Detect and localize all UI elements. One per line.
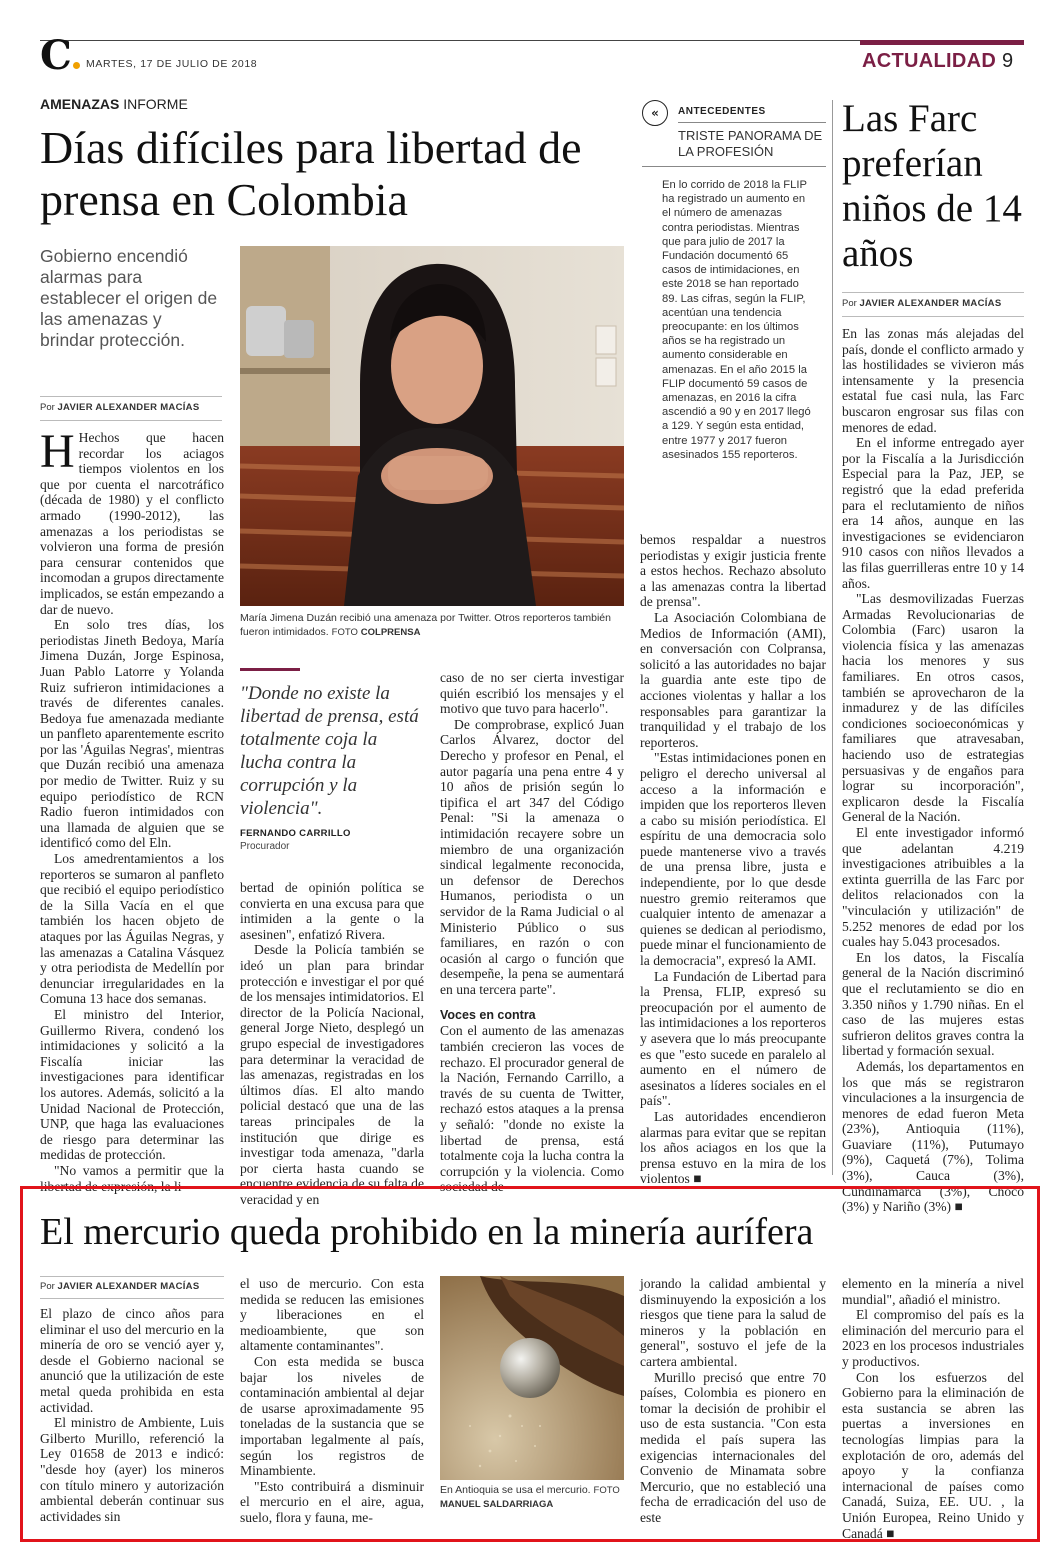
paragraph: Con el aumento de las amenazas también crecieron las voces de rechazo. El procurador general de la Nación, Fernando Carrillo, a través de su cuenta de Twitter, rechazó estos ataques a la prensa y señaló: "donde no existe la libertad de prensa, está totalmente coja la lucha contra la corrupción y la violencia. Como sociedad de- [440, 1023, 624, 1195]
drop-cap: H [40, 425, 75, 478]
paragraph: La Asociación Colombiana de Medios de Información (AMI), en conversación con Colpransa, solicitó a las autoridades no bajar la guardia ante este tipo de acciones violentas y hallar a los responsables para garantizar la tranquilidad y el trabajo de los reporteros. [640, 609, 826, 750]
mercury-column-1 [40, 1306, 224, 1524]
farc-byline: Por JAVIER ALEXANDER MACÍAS [842, 298, 1002, 309]
paragraph: En las zonas más alejadas del país, donde el conflicto armado y las hostilidades se vivieron más intensamente y la presencia estatal fue casi nula, las Farc buscaron engrosar sus filas con menores de edad. [842, 326, 1024, 435]
sidebar-title: TRISTE PANORAMA DE LA PROFESIÓN [678, 128, 823, 159]
photo-mercury-mining [440, 1276, 624, 1480]
pullquote-role: Procurador [240, 841, 290, 852]
section-bar [860, 40, 1024, 45]
paragraph: El ministro del Interior, Guillermo Rivera, condenó los intimidaciones y solicitó a la Fiscalía iniciar las investigaciones para identificar los autores. Además, solicitó a la Unidad Nacional de Protección, UNP, que haga las evaluaciones de riesgo para determinar las medidas de protección. [40, 1006, 224, 1163]
mercury-byline: Por JAVIER ALEXANDER MACÍAS [40, 1281, 200, 1292]
paragraph: bertad de opinión política se convierta en una excusa para que intimiden a la gente o la asesinen", enfatizó Rivera. [240, 880, 424, 942]
paragraph: jorando la calidad ambiental y disminuyendo la exposición a los riesgos que tiene para la salud de mineros y la población en general", sostuvo el jefe de la cartera ambiental. [640, 1276, 826, 1369]
paragraph: El ente investigador informó que adelantan 4.219 investigaciones atribuibles a la extinta guerrilla de las Farc por delitos relacionados con la "vinculación y utilización" de 5.252 menores de edad por los cuales hay 5.043 procesados. [842, 825, 1024, 950]
sidebar-label: ANTECEDENTES [678, 106, 766, 117]
column-divider [832, 100, 833, 1175]
issue-date: MARTES, 17 DE JULIO DE 2018 [86, 58, 258, 70]
farc-headline: Las Farc preferían niños de 14 años [842, 97, 1022, 275]
sidebar-text: En lo corrido de 2018 la FLIP ha registrado un aumento en el número de amenazas contra periodistas. Mientras que para julio de 2017 la Fundación documentó 65 casos de intimidaciones, en este 2018 se han reportado 89. Las cifras, según la FLIP, acentúan una tendencia preocupante: en los últimos años se ha registrado un aumento considerable en amenazas. En el año 2015 la FLIP documentó 59 casos de amenazas, en 2016 la cifra ascendió a 90 y en 2017 llegó a 129. Y según esta entidad, entre 1977 y 2017 fueron asesinados 155 reporteros. [662, 179, 811, 461]
sidebar-antecedentes [642, 100, 826, 500]
mercury-column-3 [640, 1276, 826, 1526]
pullquote-name: FERNANDO CARRILLO [240, 828, 351, 839]
paragraph: el uso de mercurio. Con esta medida se reducen las emisiones y liberaciones en el medioambiente, que son altamente contaminantes". [240, 1276, 424, 1354]
mercury-photo-caption: En Antioquia se usa el mercurio. FOTO MANUEL SALDARRIAGA [440, 1484, 620, 1510]
section-name: ACTUALIDAD 9 [862, 50, 1014, 72]
logo: C [40, 36, 80, 76]
mercury-byline-rule-bottom [40, 1298, 224, 1299]
paragraph: Con esta medida se busca bajar los niveles de contaminación ambiental al dejar de usarse aproximadamente 95 toneladas de la sustancia que se importaban legalmente al país, según los registros de Minambiente. [240, 1353, 424, 1479]
paragraph: En el informe entregado ayer por la Fiscalía a la Jurisdicción Especial para la Paz, JEP, se registró que la edad preferida para el reclutamiento de niños era 14 años, aunque en las investigaciones se evidenciaron 910 casos con niños llevados a las filas guerrilleras entre 10 y 14 años. [842, 435, 1024, 591]
paragraph: "Las desmovilizadas Fuerzas Armadas Revolucionarias de Colombia (Farc) usaron la violencia física y las amenazas hacia los menores y sus familiares. En otros casos, también se aprovecharon de la inmadurez y de las difíciles condiciones socioeconómicas y familiares que atravesaban, haciendo uso de estrategias persuasivas y de engaños para lograr su incorporación", explicaron desde la Fiscalía General de la Nación. [842, 591, 1024, 825]
paragraph: "No vamos a permitir que la libertad de expresión, la li- [40, 1162, 224, 1194]
paragraph: La Fundación de Libertad para la Prensa, FLIP, expresó su preocupación por el aumento de las intimidaciones a los reporteros y asevera que lo más preocupante es que "esto sucede en paralelo al aumento en el número de asesinatos a líderes sociales en el país". [640, 968, 826, 1109]
photo-caption: María Jimena Duzán recibió una amenaza por Twitter. Otros reporteros también fueron intimidados. FOTO COLPRENSA [240, 612, 611, 638]
page-number: 9 [1001, 50, 1014, 72]
mercury-column-2 [240, 1276, 424, 1526]
main-column-4 [640, 532, 826, 1187]
byline-rule-bottom [40, 420, 222, 421]
paragraph: H Hechos que hacen recordar los aciagos tiempos violentos en los que por cuenta el narcotráfico (década de 1980) y el conflicto armado (1990-2012), las amenazas a los periodistas se volvieron una forma de presión para censurar contenidos que incomodan a grupos directamente implicados, se están empezando a dar de nuevo. [40, 425, 224, 617]
main-headline: Días difíciles para libertad de prensa en Colombia [40, 122, 582, 225]
pullquote-rule [240, 668, 300, 671]
main-byline: Por JAVIER ALEXANDER MACÍAS [40, 402, 200, 413]
paragraph: Con los esfuerzos del Gobierno para la eliminación de esta sustancia se abren las puertas a inversiones en tecnologías limpias para la explotación de oro, además del apoyo y la confianza internacional de países como Canadá, Suiza, EE. UU. , la Unión Europea, Reino Unido y Canadá ■ [842, 1369, 1024, 1541]
kicker: AMENAZAS INFORME [40, 96, 188, 112]
paragraph: bemos respaldar a nuestros periodistas y exigir justicia frente a estos hechos. Rechazo absoluto a las amenazas contra la libertad de prensa". [640, 532, 826, 610]
paragraph: El compromiso del país es la eliminación del mercurio para el 2023 en los procesos industriales y productivos. [842, 1307, 1024, 1369]
byline-rule [40, 396, 222, 397]
paragraph: Desde la Policía también se ideó un plan para brindar protección e investigar el por qué de los mensajes intimidatorios. El director de la Policía Nacional, general Jorge Nieto, desplegó un grupo especial de investigadores para determinar la veracidad de las amenazas, registradas en los últimos días. El alto mando policial destacó que una de las tareas principales de la institución que dirige es investigar toda amenaza, "darla por cierta hasta cuando se encuentre evidencia de su falta de veracidad y en [240, 942, 424, 1207]
main-column-1 [40, 425, 224, 1194]
paragraph: En solo tres días, los periodistas Jineth Bedoya, María Jimena Duzán, Jorge Espinosa, Juan Pablo Latorre y Yolanda Ruiz sufrieron intimidaciones a través de diferentes canales. Bedoya fue amenazada mediante un panfleto aparentemente escrito por las 'Águilas Negras', mientras que Duzán recibió una amenaza por medio de Twitter. Ruiz y su equipo periodístico de RCN Radio fueron intimidados con una llamada de alguien que se identificó como del Eln. [40, 617, 224, 851]
paragraph: De comprobrase, explicó Juan Carlos Álvarez, doctor del Derecho y profesor en Penal, el autor pagaría una pena entre 4 y 10 años de prisión según lo tipifica el art 347 del Código Penal: "Si la amenaza o intimidación recayere sobre un miembro de una organización sindical legalmente reconocida, un defensor de Derechos Humanos, periodista o un servidor de la Rama Judicial o al Ministerio Público o sus familiares, en razón o con ocasión al cargo o función que desempeñe, la pena se aumentará en una tercera parte". [440, 716, 624, 997]
farc-byline-rule-bottom [842, 316, 1024, 317]
mercury-column-4 [842, 1276, 1024, 1541]
main-column-3 [440, 670, 624, 1195]
paragraph: "Estas intimidaciones ponen en peligro el derecho universal al acceso a la información e impiden que los reporteros lleven a cabo su misión periodística. El espíritu de una democracia solo puede mantenerse vivo a través de una prensa libre, justa e independiente, por lo que desde nuestro gremio reiteramos que cualquier intento de amenazar a quienes se dedican al periodismo, puede minar el funcionamiento de la democracia", expresó la AMI. [640, 750, 826, 969]
photo-maria-jimena-duzan [240, 246, 624, 606]
paragraph: "Esto contribuirá a disminuir el mercurio en el aire, agua, suelo, flora y fauna, me- [240, 1478, 424, 1525]
paragraph: caso de no ser cierta investigar quién escribió los mensajes y el motivo que tuvo para hacerlo". [440, 670, 624, 717]
rewind-icon: « [642, 100, 668, 126]
paragraph: elemento en la minería a nivel mundial", añadió el ministro. [842, 1276, 1024, 1307]
subhead: Voces en contra [440, 1008, 536, 1023]
paragraph: Las autoridades encendieron alarmas para evitar que se repitan los años aciagos en los que la prensa estuvo en la mira de los violentos ■ [640, 1108, 826, 1187]
pullquote: "Donde no existe la libertad de prensa, está totalmente coja la lucha contra la corrupción y la violencia". [240, 683, 419, 819]
mercury-headline: El mercurio queda prohibido en la minería aurífera [40, 1211, 814, 1253]
main-column-2 [240, 880, 424, 1207]
farc-body [842, 326, 1024, 1215]
mercury-byline-rule [40, 1276, 224, 1277]
paragraph: Murillo precisó que entre 70 países, Colombia es pionero en tomar la decisión de prohibir el uso de esta sustancia. "Con esta medida el país supera las exigencias internacionales del Convenio de Minamata sobre Mercurio, que no estableció una fecha de erradicación del uso de este [640, 1369, 826, 1525]
sidebar-top-rule [678, 122, 826, 123]
farc-byline-rule [842, 292, 1024, 293]
deck: Gobierno encendió alarmas para establecer el origen de las amenazas y brindar protección. [40, 246, 218, 350]
paragraph: Además, los departamentos en los que más se registraron vinculaciones a la insurgencia de menores de edad fueron Meta (23%), Antioquia (11%), Guaviare (11%), Putumayo (9%), Caquetá (7%), Tolima (3%), Cauca (3%), Cundinamarca (3%), Chocó (3%) y Nariño (3%) ■ [842, 1058, 1024, 1215]
sidebar-title-rule [642, 166, 826, 167]
paragraph: El ministro de Ambiente, Luis Gilberto Murillo, referenció la Ley 01658 de 2013 e indicó: "desde hoy (ayer) los mineros con título minero y autorización ambiental deberán continuar sus actividades sin [40, 1415, 224, 1524]
paragraph: El plazo de cinco años para eliminar el uso del mercurio en la minería de oro se venció ayer y, desde el Gobierno nacional se anunció que la utilización de este metal queda prohibida en esta actividad. [40, 1306, 224, 1415]
paragraph: Los amedrentamientos a los reporteros se sumaron al panfleto que recibió el equipo periodístico de la Silla Vacía en el que también los hacen objeto de ataques por las Águilas Negras, y las amenazas a Catalina Vásquez y otra periodista de Medellín por denunciar irregularidades en la Comuna 13 hace dos semanas. [40, 851, 224, 1007]
paragraph: En los datos, la Fiscalía general de la Nación discriminó que el reclutamiento se dio en 3.350 niños y 1.790 niñas. En el caso de las mujeres estas sufrieron delitos graves contra la libertad y formación sexual. [842, 949, 1024, 1059]
